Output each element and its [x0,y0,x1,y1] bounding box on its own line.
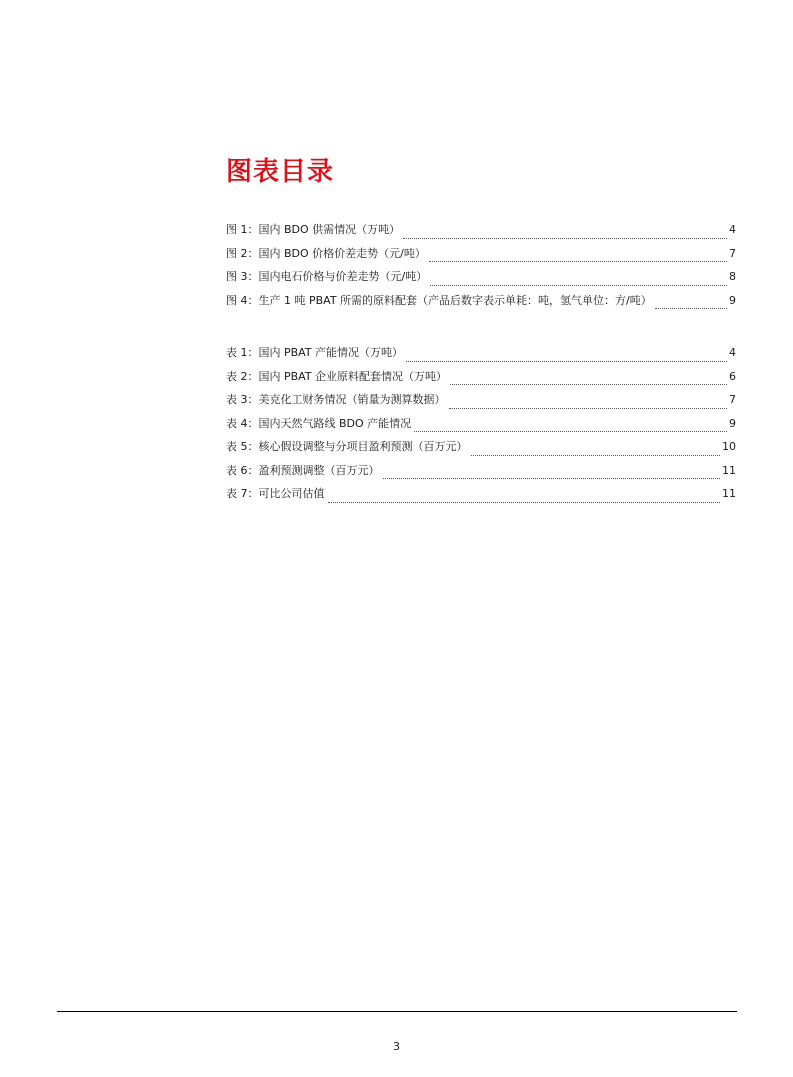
dot-leader [406,360,727,362]
toc-entry-page: 10 [722,440,736,453]
dot-leader [471,454,721,456]
toc-entry-label: 表 3：美克化工财务情况（销量为测算数据） [226,393,446,406]
dot-leader [449,407,728,409]
toc-entry-table-4[interactable] [226,416,736,440]
toc-entry-page: 4 [729,223,736,236]
toc-entry-page: 9 [729,416,736,430]
dot-leader [403,237,727,239]
page-title: 图表目录 [226,157,335,187]
toc-entry-page: 9 [729,293,736,307]
toc-entry-page: 4 [729,346,736,359]
toc-entry-page: 8 [729,270,736,283]
toc-entry-label: 表 6：盈利预测调整（百万元） [226,463,380,477]
toc-entry-figure-3[interactable] [226,269,736,293]
toc-entry-figure-1[interactable] [226,222,736,246]
toc-entry-page: 7 [729,393,736,406]
toc-entry-table-3[interactable] [226,392,736,416]
toc-entry-page: 6 [729,369,736,383]
dot-leader [655,307,727,309]
toc-entry-page: 7 [729,246,736,260]
toc-entry-label: 图 2：国内 BDO 价格价差走势（元/吨） [226,246,426,260]
toc-entry-table-6[interactable] [226,463,736,487]
toc-entry-table-7[interactable] [226,486,736,510]
dot-leader [450,383,727,385]
toc-entry-figure-4[interactable] [226,293,736,317]
toc-entry-table-5[interactable] [226,439,736,463]
toc-entry-label: 表 5：核心假设调整与分项目盈利预测（百万元） [226,440,468,453]
table-list [226,345,736,510]
dot-leader [430,284,727,286]
toc-entry-label: 表 2：国内 PBAT 企业原料配套情况（万吨） [226,369,448,383]
dot-leader [414,430,727,432]
page-number: 3 [393,1040,400,1053]
toc-entry-table-2[interactable] [226,369,736,393]
figure-list [226,222,736,316]
toc-entry-label: 图 3：国内电石价格与价差走势（元/吨） [226,270,428,283]
dot-leader [328,501,721,503]
toc-entry-label: 图 4：生产 1 吨 PBAT 所需的原料配套（产品后数字表示单耗：吨，氢气单位：方/吨） [226,293,652,307]
toc-entry-page: 11 [722,487,736,500]
dot-leader [429,260,727,262]
toc-entry-page: 11 [722,463,736,477]
dot-leader [383,477,721,479]
toc-entry-label: 表 7：可比公司估值 [226,487,325,500]
toc-entry-figure-2[interactable] [226,246,736,270]
toc-entry-label: 表 4：国内天然气路线 BDO 产能情况 [226,416,412,430]
toc-entry-table-1[interactable] [226,345,736,369]
toc-entry-label: 表 1：国内 PBAT 产能情况（万吨） [226,346,404,359]
toc-entry-label: 图 1：国内 BDO 供需情况（万吨） [226,223,401,236]
footer-divider [57,1011,737,1012]
